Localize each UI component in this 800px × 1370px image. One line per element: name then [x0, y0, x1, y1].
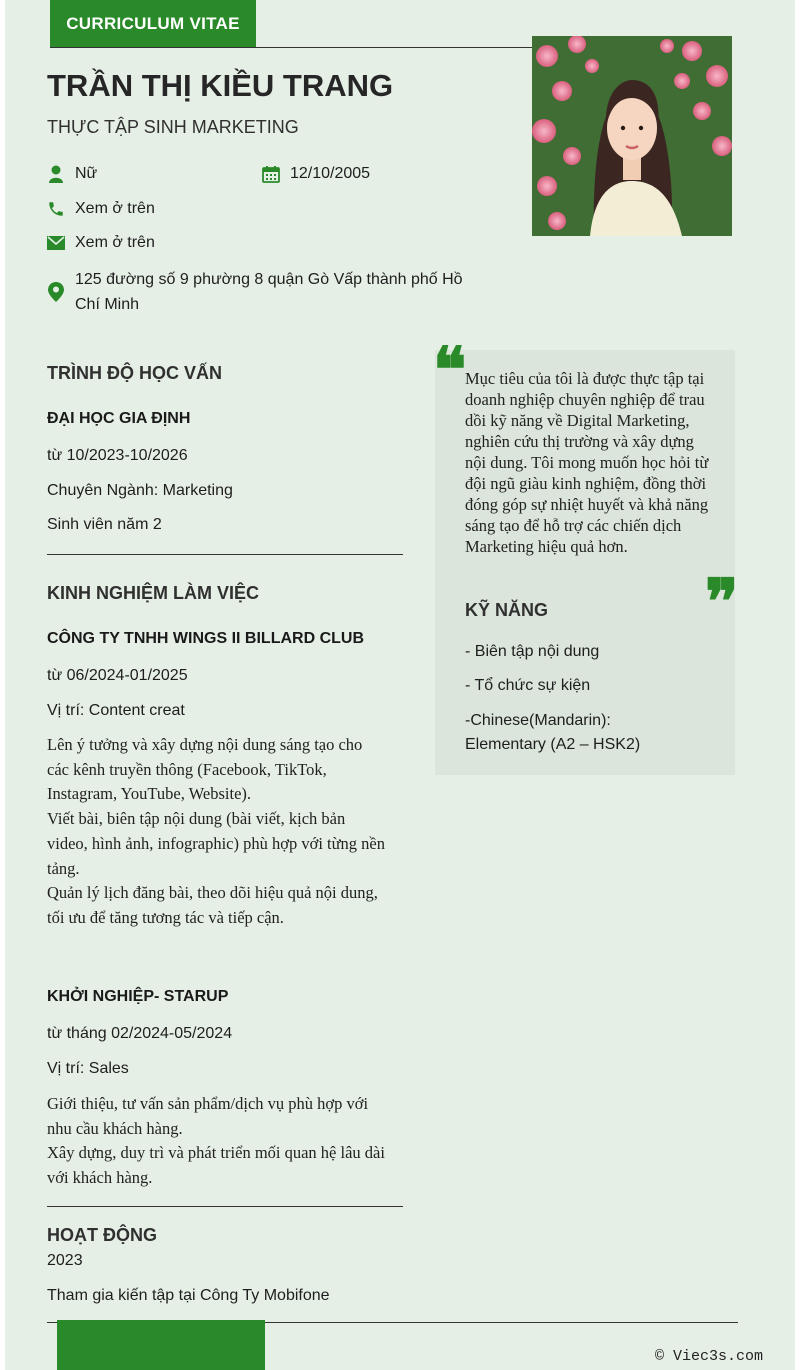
phone-value: Xem ở trên: [75, 200, 155, 217]
career-objective: Mục tiêu của tôi là được thực tập tại doanh nghiệp chuyên nghiệp để trau dồi kỹ năng về Digital Marketing, nghiên cứu thị trường và xây dựng nội dung. Tôi mong muốn học hỏi từ đội ngũ giàu kinh nghiệm, đồng thời đóng góp sự nhiệt huyết và khả năng sáng tạo để hỗ trợ các chiến dịch Marketing hiệu quả hơn.: [465, 369, 709, 556]
open-quote-icon: ❝: [433, 337, 467, 405]
birthdate-info: [262, 165, 370, 183]
cv-tab-label: CURRICULUM VITAE: [66, 14, 240, 33]
gender-info: [47, 165, 97, 183]
education-period: từ 10/2023-10/2026: [47, 447, 188, 464]
copyright-text: © Viec3s.com: [655, 1348, 764, 1365]
job-period: từ tháng 02/2024-05/2024: [47, 1025, 233, 1042]
email-info: [47, 234, 155, 252]
job-company: CÔNG TY TNHH WINGS II BILLARD CLUB: [47, 630, 365, 647]
address-value: 125 đường số 9 phường 8 quận Gò Vấp thành phố Hồ Chí Minh: [75, 271, 463, 313]
address-info: [47, 267, 467, 317]
skill-item: - Biên tập nội dung: [465, 643, 600, 660]
person-icon: [47, 165, 65, 183]
education-year: Sinh viên năm 2: [47, 516, 162, 533]
cv-header-tab: [50, 0, 256, 48]
phone-icon: [47, 200, 65, 218]
section-divider: [47, 1206, 403, 1207]
profile-photo: [532, 36, 732, 236]
skills-title: KỸ NĂNG: [465, 600, 549, 620]
education-major: Chuyên Ngành: Marketing: [47, 482, 233, 499]
job-period: từ 06/2024-01/2025: [47, 667, 188, 684]
job-description-line: Quản lý lịch đăng bài, theo dõi hiệu quả nội dung, tối ưu để tăng tương tác và tiếp cận.: [47, 883, 378, 927]
candidate-name: TRẦN THỊ KIỀU TRANG: [47, 68, 394, 103]
activities-title: HOẠT ĐỘNG: [47, 1225, 157, 1245]
email-value: Xem ở trên: [75, 234, 155, 251]
section-divider: [47, 554, 403, 555]
job-description-line: Viết bài, biên tập nội dung (bài viết, kịch bản video, hình ảnh, infographic) phù hợp với từng nền tảng.: [47, 809, 386, 878]
job-position: Vị trí: Content creat: [47, 702, 185, 719]
school-name: ĐẠI HỌC GIA ĐỊNH: [47, 410, 191, 427]
skill-item: -Chinese(Mandarin): Elementary (A2 – HSK2): [465, 712, 641, 753]
job-description-line: Lên ý tưởng và xây dựng nội dung sáng tạo cho các kênh truyền thông (Facebook, TikTok, Instagram, YouTube, Website).: [47, 735, 363, 804]
close-quote-icon: ❞: [705, 569, 739, 637]
job-description: [47, 733, 387, 931]
job-position: Vị trí: Sales: [47, 1060, 129, 1077]
activity-item: Tham gia kiến tập tại Công Ty Mobifone: [47, 1287, 330, 1304]
job-description-line: Xây dựng, duy trì và phát triển mối quan hệ lâu dài với khách hàng.: [47, 1143, 385, 1188]
footer-accent-block: [57, 1320, 265, 1370]
gender-value: Nữ: [75, 165, 98, 182]
experience-title: KINH NGHIỆM LÀM VIỆC: [47, 583, 260, 603]
calendar-icon: [262, 165, 280, 183]
activity-year: 2023: [47, 1252, 83, 1269]
job-description: [47, 1092, 387, 1191]
phone-info: [47, 200, 155, 218]
education-title: TRÌNH ĐỘ HỌC VẤN: [47, 363, 222, 383]
location-icon: [47, 283, 65, 301]
skill-item: - Tổ chức sự kiện: [465, 677, 591, 694]
job-company: KHỞI NGHIỆP- STARUP: [47, 988, 229, 1005]
job-title: THỰC TẬP SINH MARKETING: [47, 117, 299, 137]
email-icon: [47, 234, 65, 252]
header-divider: [50, 47, 532, 48]
job-description-line: Giới thiệu, tư vấn sản phẩm/dịch vụ phù hợp với nhu cầu khách hàng.: [47, 1094, 369, 1138]
birthdate-value: 12/10/2005: [290, 165, 371, 182]
